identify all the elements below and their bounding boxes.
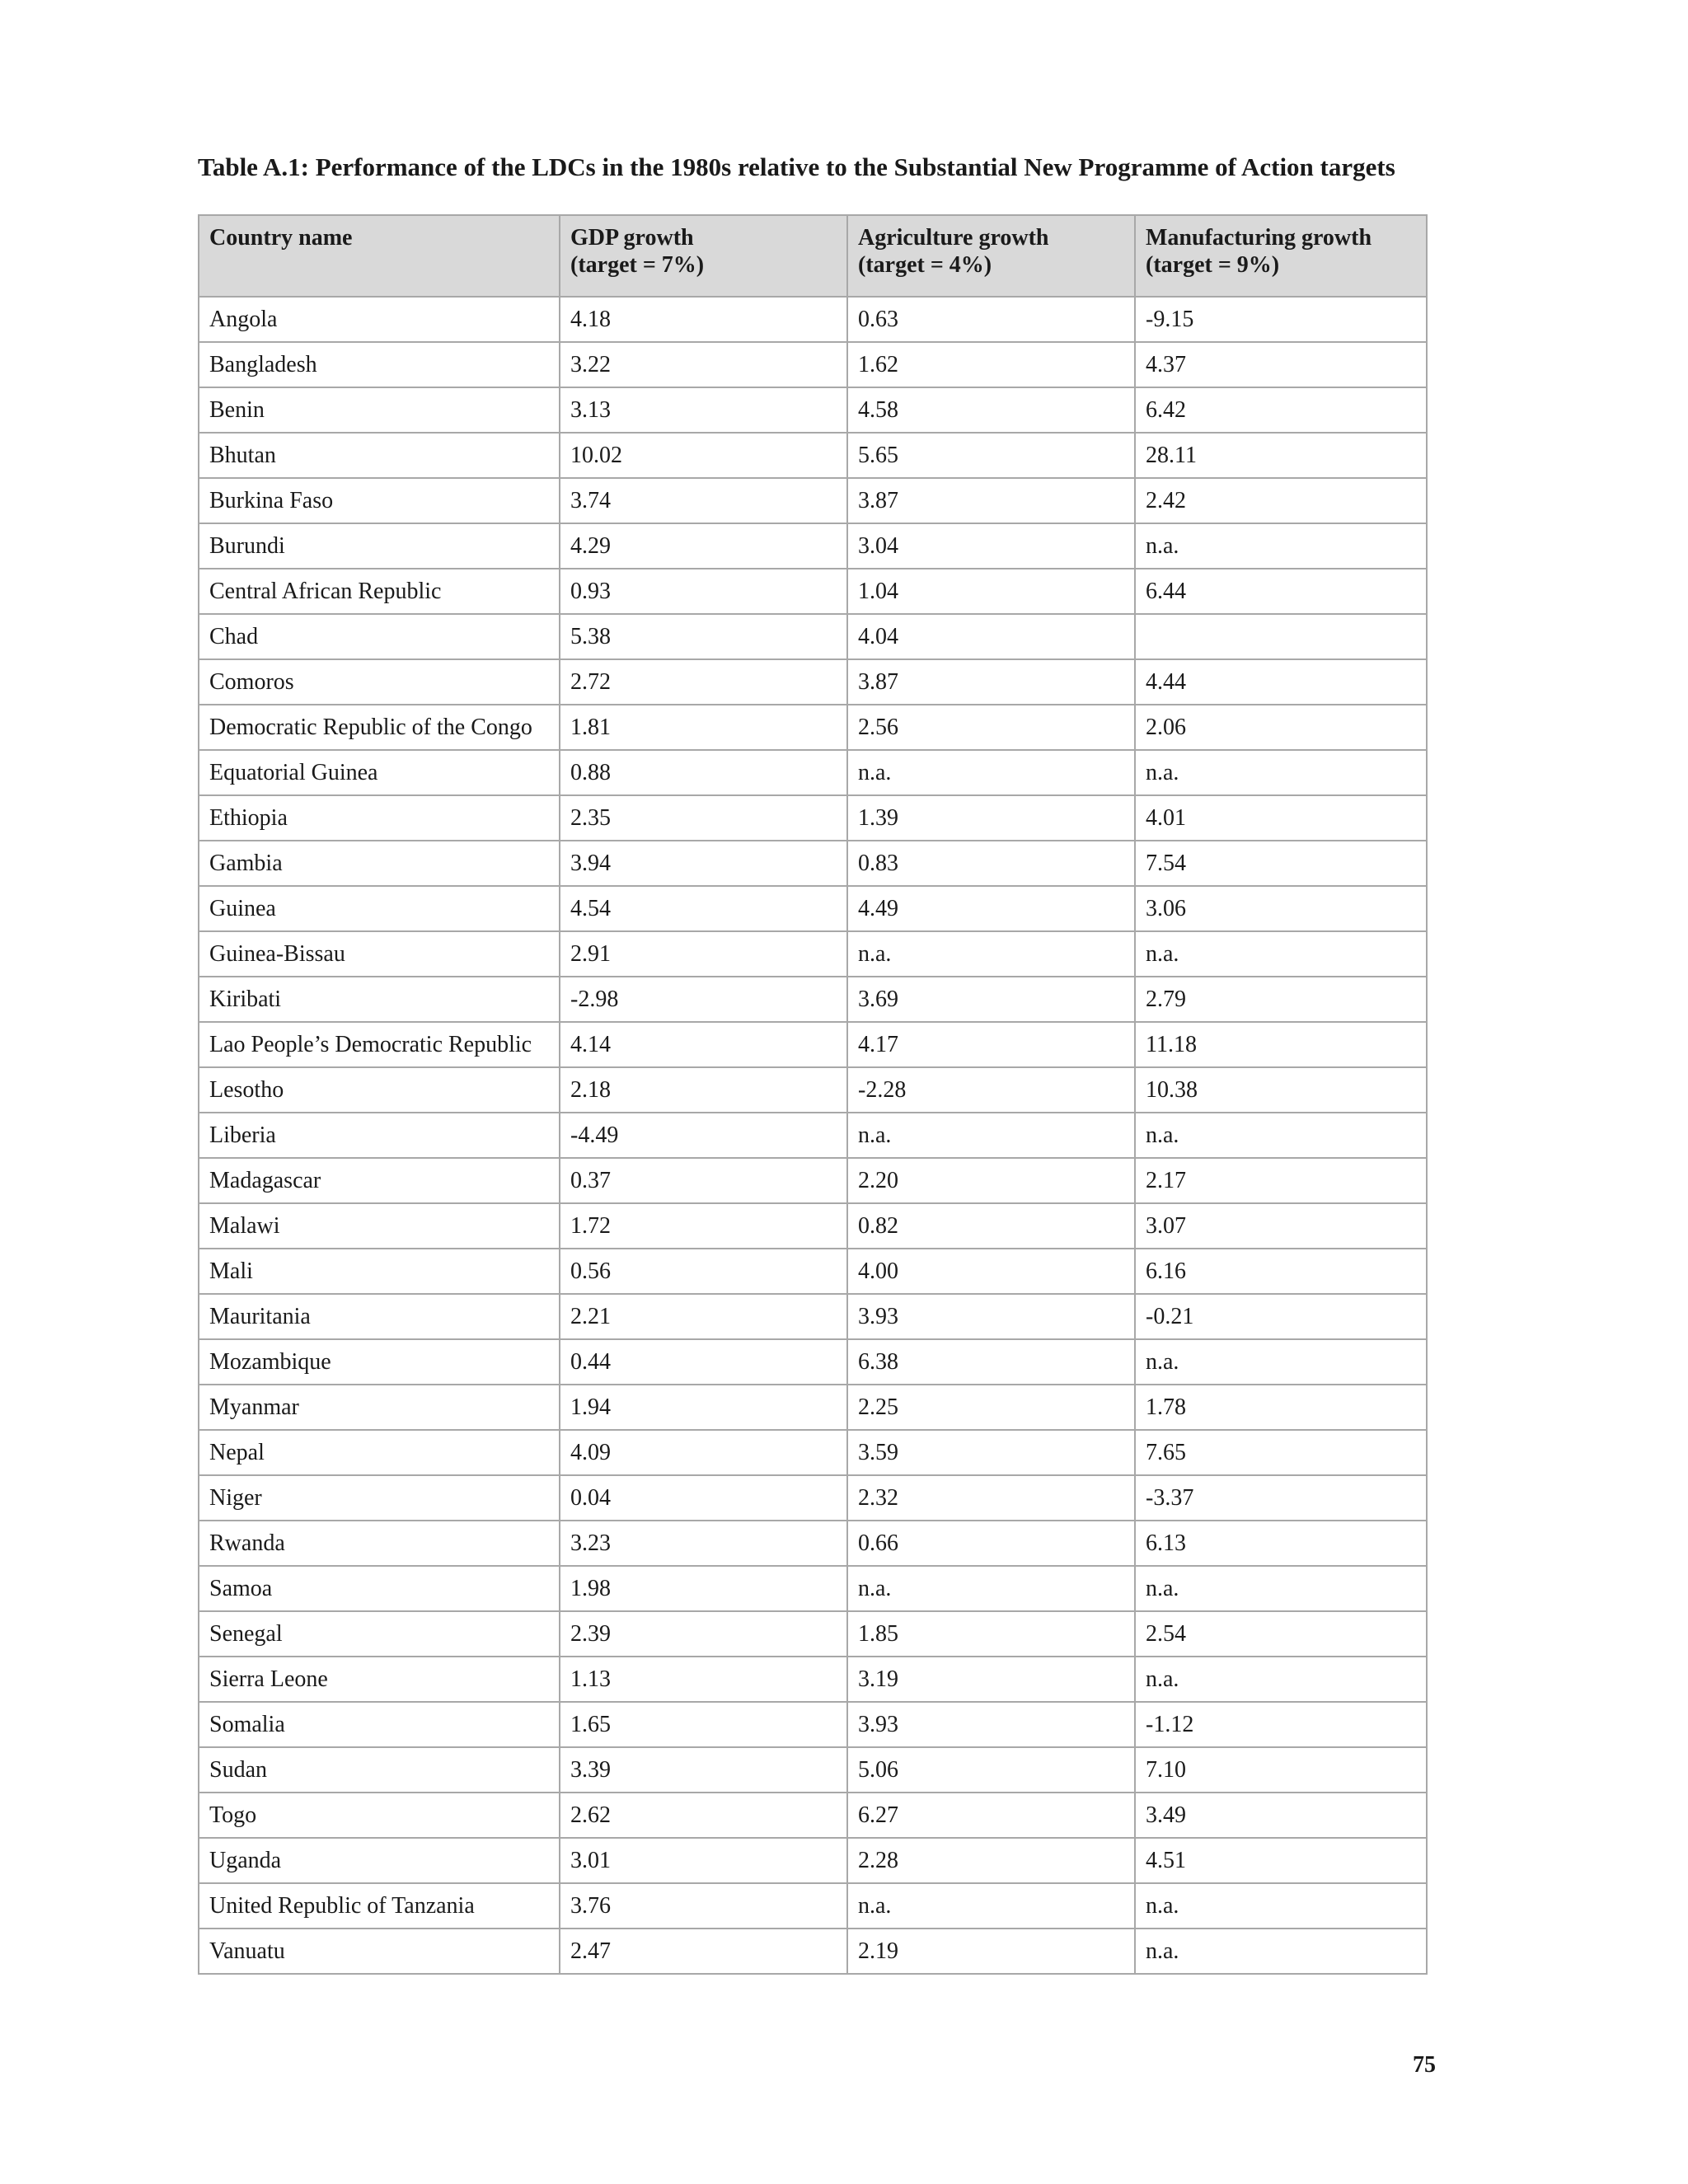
agriculture-growth-cell: 4.04	[847, 614, 1135, 659]
table-row	[199, 1838, 1427, 1883]
manufacturing-growth-cell: 6.16	[1135, 1249, 1427, 1294]
country-cell: Central African Republic	[199, 569, 560, 614]
header-target: (target = 4%)	[858, 252, 992, 278]
country-cell: Mozambique	[199, 1339, 560, 1385]
table-row	[199, 659, 1427, 705]
table-row	[199, 1793, 1427, 1838]
agriculture-growth-cell: 4.17	[847, 1022, 1135, 1067]
header-agriculture-growth	[847, 215, 1135, 297]
gdp-growth-cell: 4.18	[560, 297, 847, 342]
gdp-growth-cell: 3.94	[560, 841, 847, 886]
table-row	[199, 523, 1427, 569]
agriculture-growth-cell: 4.49	[847, 886, 1135, 931]
gdp-growth-cell: 4.14	[560, 1022, 847, 1067]
agriculture-growth-cell: 1.04	[847, 569, 1135, 614]
table-row	[199, 1521, 1427, 1566]
gdp-growth-cell: 2.35	[560, 795, 847, 841]
gdp-growth-cell: 0.04	[560, 1475, 847, 1521]
table-row	[199, 1883, 1427, 1929]
country-cell: Malawi	[199, 1203, 560, 1249]
gdp-growth-cell: 1.98	[560, 1566, 847, 1611]
header-manufacturing-growth	[1135, 215, 1427, 297]
country-cell: Togo	[199, 1793, 560, 1838]
gdp-growth-cell: 2.62	[560, 1793, 847, 1838]
country-cell: Liberia	[199, 1113, 560, 1158]
manufacturing-growth-cell: 2.17	[1135, 1158, 1427, 1203]
manufacturing-growth-cell: n.a.	[1135, 1113, 1427, 1158]
country-cell: Vanuatu	[199, 1929, 560, 1974]
performance-table	[198, 214, 1428, 1975]
table-row	[199, 433, 1427, 478]
table-row	[199, 1067, 1427, 1113]
table-row	[199, 569, 1427, 614]
table-header-row	[199, 215, 1427, 297]
table-row	[199, 977, 1427, 1022]
country-cell: United Republic of Tanzania	[199, 1883, 560, 1929]
agriculture-growth-cell: n.a.	[847, 1566, 1135, 1611]
country-cell: Samoa	[199, 1566, 560, 1611]
gdp-growth-cell: 3.13	[560, 387, 847, 433]
header-gdp-growth	[560, 215, 847, 297]
header-target: (target = 7%)	[570, 252, 705, 278]
country-cell: Somalia	[199, 1702, 560, 1747]
table-row	[199, 1339, 1427, 1385]
gdp-growth-cell: -4.49	[560, 1113, 847, 1158]
agriculture-growth-cell: 3.87	[847, 478, 1135, 523]
manufacturing-growth-cell: 3.07	[1135, 1203, 1427, 1249]
gdp-growth-cell: 3.39	[560, 1747, 847, 1793]
header-country-name	[199, 215, 560, 297]
agriculture-growth-cell: 4.58	[847, 387, 1135, 433]
manufacturing-growth-cell: -1.12	[1135, 1702, 1427, 1747]
agriculture-growth-cell: 3.59	[847, 1430, 1135, 1475]
table-row	[199, 931, 1427, 977]
gdp-growth-cell: 2.72	[560, 659, 847, 705]
agriculture-growth-cell: 4.00	[847, 1249, 1135, 1294]
agriculture-growth-cell: 5.65	[847, 433, 1135, 478]
table-title: Table A.1: Performance of the LDCs in the 1980s relative to the Substantial New Programme of Action targets	[198, 152, 1395, 181]
gdp-growth-cell: 0.93	[560, 569, 847, 614]
agriculture-growth-cell: n.a.	[847, 750, 1135, 795]
table-row	[199, 1113, 1427, 1158]
gdp-growth-cell: 2.18	[560, 1067, 847, 1113]
table-row	[199, 1747, 1427, 1793]
agriculture-growth-cell: 2.32	[847, 1475, 1135, 1521]
gdp-growth-cell: 1.65	[560, 1702, 847, 1747]
table-row	[199, 1929, 1427, 1974]
country-cell: Guinea	[199, 886, 560, 931]
gdp-growth-cell: 4.29	[560, 523, 847, 569]
agriculture-growth-cell: 6.27	[847, 1793, 1135, 1838]
country-cell: Mauritania	[199, 1294, 560, 1339]
gdp-growth-cell: 3.01	[560, 1838, 847, 1883]
gdp-growth-cell: 2.39	[560, 1611, 847, 1657]
manufacturing-growth-cell: n.a.	[1135, 1883, 1427, 1929]
gdp-growth-cell: 2.91	[560, 931, 847, 977]
manufacturing-growth-cell: n.a.	[1135, 1929, 1427, 1974]
gdp-growth-cell: 3.76	[560, 1883, 847, 1929]
gdp-growth-cell: 10.02	[560, 433, 847, 478]
manufacturing-growth-cell: -3.37	[1135, 1475, 1427, 1521]
manufacturing-growth-cell: 6.44	[1135, 569, 1427, 614]
agriculture-growth-cell: 3.19	[847, 1657, 1135, 1702]
agriculture-growth-cell: 2.56	[847, 705, 1135, 750]
table-row	[199, 297, 1427, 342]
country-cell: Ethiopia	[199, 795, 560, 841]
country-cell: Mali	[199, 1249, 560, 1294]
agriculture-growth-cell: 1.62	[847, 342, 1135, 387]
agriculture-growth-cell: n.a.	[847, 1113, 1135, 1158]
table-row	[199, 478, 1427, 523]
agriculture-growth-cell: 1.39	[847, 795, 1135, 841]
agriculture-growth-cell: 3.04	[847, 523, 1135, 569]
agriculture-growth-cell: n.a.	[847, 1883, 1135, 1929]
table-row	[199, 1203, 1427, 1249]
agriculture-growth-cell: 3.93	[847, 1702, 1135, 1747]
manufacturing-growth-cell: -0.21	[1135, 1294, 1427, 1339]
country-cell: Benin	[199, 387, 560, 433]
table-row	[199, 705, 1427, 750]
country-cell: Chad	[199, 614, 560, 659]
agriculture-growth-cell: 3.87	[847, 659, 1135, 705]
country-cell: Rwanda	[199, 1521, 560, 1566]
table-row	[199, 1566, 1427, 1611]
country-cell: Niger	[199, 1475, 560, 1521]
manufacturing-growth-cell: 2.54	[1135, 1611, 1427, 1657]
gdp-growth-cell: 1.94	[560, 1385, 847, 1430]
gdp-growth-cell: 3.22	[560, 342, 847, 387]
agriculture-growth-cell: 5.06	[847, 1747, 1135, 1793]
table-row	[199, 1249, 1427, 1294]
gdp-growth-cell: 1.81	[560, 705, 847, 750]
gdp-growth-cell: 4.54	[560, 886, 847, 931]
agriculture-growth-cell: -2.28	[847, 1067, 1135, 1113]
manufacturing-growth-cell: 4.44	[1135, 659, 1427, 705]
table-row	[199, 342, 1427, 387]
gdp-growth-cell: 2.21	[560, 1294, 847, 1339]
table-row	[199, 886, 1427, 931]
manufacturing-growth-cell: n.a.	[1135, 750, 1427, 795]
country-cell: Gambia	[199, 841, 560, 886]
country-cell: Democratic Republic of the Congo	[199, 705, 560, 750]
header-target: (target = 9%)	[1146, 252, 1280, 278]
country-cell: Myanmar	[199, 1385, 560, 1430]
agriculture-growth-cell: 2.20	[847, 1158, 1135, 1203]
table-row	[199, 1385, 1427, 1430]
country-cell: Bhutan	[199, 433, 560, 478]
table-body	[199, 297, 1427, 1974]
agriculture-growth-cell: 0.82	[847, 1203, 1135, 1249]
gdp-growth-cell: 0.37	[560, 1158, 847, 1203]
agriculture-growth-cell: 0.66	[847, 1521, 1135, 1566]
header-line: GDP growth	[570, 225, 694, 251]
manufacturing-growth-cell: 11.18	[1135, 1022, 1427, 1067]
table-row	[199, 387, 1427, 433]
gdp-growth-cell: 2.47	[560, 1929, 847, 1974]
country-cell: Kiribati	[199, 977, 560, 1022]
country-cell: Sierra Leone	[199, 1657, 560, 1702]
manufacturing-growth-cell: 28.11	[1135, 433, 1427, 478]
manufacturing-growth-cell: n.a.	[1135, 1339, 1427, 1385]
table-row	[199, 750, 1427, 795]
page-number: 75	[1413, 2052, 1436, 2078]
table-row	[199, 841, 1427, 886]
manufacturing-growth-cell: 2.79	[1135, 977, 1427, 1022]
agriculture-growth-cell: 3.69	[847, 977, 1135, 1022]
gdp-growth-cell: 4.09	[560, 1430, 847, 1475]
header-line: Manufacturing growth	[1146, 225, 1372, 251]
manufacturing-growth-cell: 3.49	[1135, 1793, 1427, 1838]
gdp-growth-cell: 1.72	[560, 1203, 847, 1249]
table-row	[199, 1702, 1427, 1747]
gdp-growth-cell: -2.98	[560, 977, 847, 1022]
manufacturing-growth-cell: 2.42	[1135, 478, 1427, 523]
manufacturing-growth-cell: -9.15	[1135, 297, 1427, 342]
manufacturing-growth-cell: 4.01	[1135, 795, 1427, 841]
agriculture-growth-cell: 0.63	[847, 297, 1135, 342]
gdp-growth-cell: 0.56	[560, 1249, 847, 1294]
table-row	[199, 1430, 1427, 1475]
manufacturing-growth-cell: n.a.	[1135, 523, 1427, 569]
manufacturing-growth-cell: 7.54	[1135, 841, 1427, 886]
country-cell: Bangladesh	[199, 342, 560, 387]
header-line: Agriculture growth	[858, 225, 1049, 251]
gdp-growth-cell: 0.44	[560, 1339, 847, 1385]
country-cell: Comoros	[199, 659, 560, 705]
table-row	[199, 1022, 1427, 1067]
country-cell: Uganda	[199, 1838, 560, 1883]
agriculture-growth-cell: 0.83	[847, 841, 1135, 886]
manufacturing-growth-cell	[1135, 614, 1427, 659]
country-cell: Nepal	[199, 1430, 560, 1475]
manufacturing-growth-cell: 4.37	[1135, 342, 1427, 387]
agriculture-growth-cell: n.a.	[847, 931, 1135, 977]
manufacturing-growth-cell: 7.10	[1135, 1747, 1427, 1793]
country-cell: Madagascar	[199, 1158, 560, 1203]
table-row	[199, 614, 1427, 659]
table-row	[199, 1611, 1427, 1657]
table-row	[199, 1158, 1427, 1203]
manufacturing-growth-cell: 10.38	[1135, 1067, 1427, 1113]
country-cell: Angola	[199, 297, 560, 342]
agriculture-growth-cell: 6.38	[847, 1339, 1135, 1385]
country-cell: Burkina Faso	[199, 478, 560, 523]
agriculture-growth-cell: 3.93	[847, 1294, 1135, 1339]
header-line: Country name	[209, 225, 353, 251]
agriculture-growth-cell: 2.19	[847, 1929, 1135, 1974]
manufacturing-growth-cell: 7.65	[1135, 1430, 1427, 1475]
manufacturing-growth-cell: 4.51	[1135, 1838, 1427, 1883]
manufacturing-growth-cell: n.a.	[1135, 1657, 1427, 1702]
country-cell: Lesotho	[199, 1067, 560, 1113]
agriculture-growth-cell: 2.25	[847, 1385, 1135, 1430]
manufacturing-growth-cell: n.a.	[1135, 931, 1427, 977]
agriculture-growth-cell: 1.85	[847, 1611, 1135, 1657]
country-cell: Lao People’s Democratic Republic	[199, 1022, 560, 1067]
agriculture-growth-cell: 2.28	[847, 1838, 1135, 1883]
gdp-growth-cell: 5.38	[560, 614, 847, 659]
country-cell: Equatorial Guinea	[199, 750, 560, 795]
manufacturing-growth-cell: 1.78	[1135, 1385, 1427, 1430]
country-cell: Senegal	[199, 1611, 560, 1657]
manufacturing-growth-cell: 6.42	[1135, 387, 1427, 433]
table-row	[199, 1475, 1427, 1521]
gdp-growth-cell: 1.13	[560, 1657, 847, 1702]
gdp-growth-cell: 0.88	[560, 750, 847, 795]
manufacturing-growth-cell: 2.06	[1135, 705, 1427, 750]
manufacturing-growth-cell: 3.06	[1135, 886, 1427, 931]
manufacturing-growth-cell: n.a.	[1135, 1566, 1427, 1611]
table-row	[199, 1294, 1427, 1339]
country-cell: Guinea-Bissau	[199, 931, 560, 977]
gdp-growth-cell: 3.74	[560, 478, 847, 523]
table-row	[199, 1657, 1427, 1702]
country-cell: Burundi	[199, 523, 560, 569]
table-row	[199, 795, 1427, 841]
gdp-growth-cell: 3.23	[560, 1521, 847, 1566]
country-cell: Sudan	[199, 1747, 560, 1793]
manufacturing-growth-cell: 6.13	[1135, 1521, 1427, 1566]
